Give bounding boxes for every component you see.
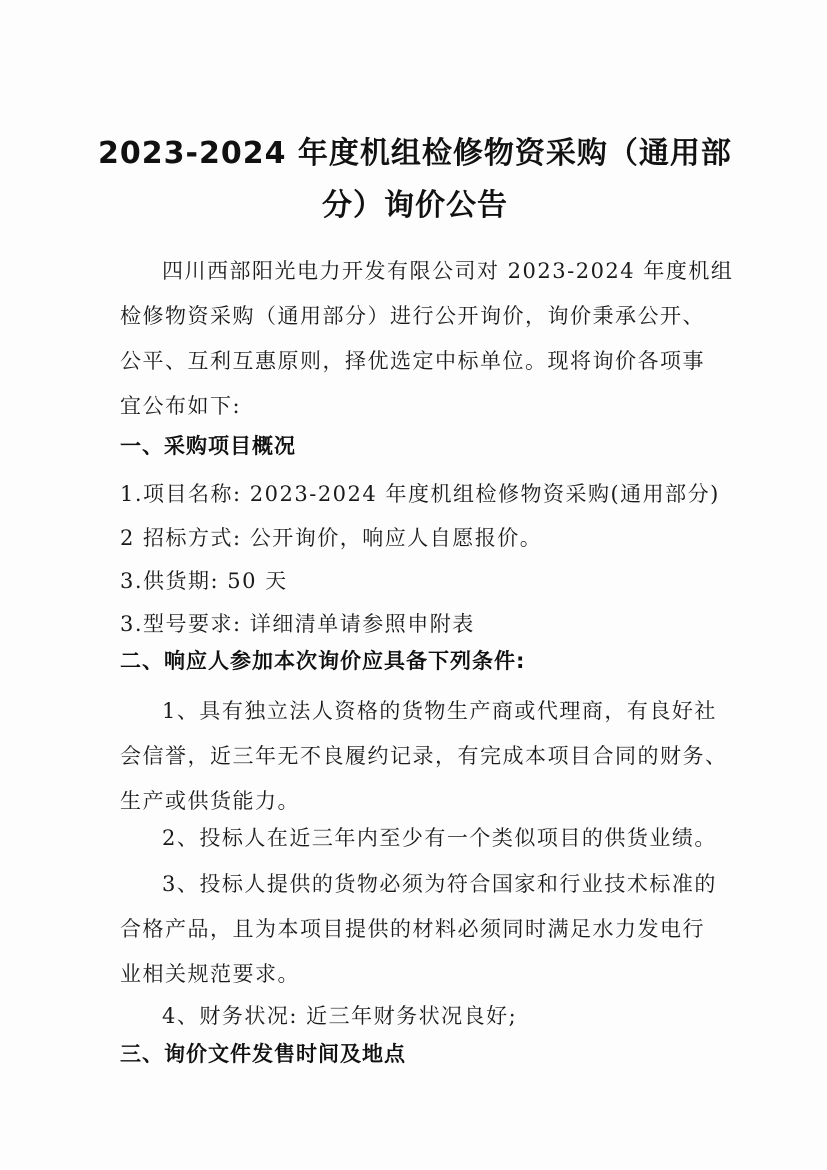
section-1-heading: 一、采购项目概况: [120, 434, 296, 458]
condition-3-line-2: 合格产品，且为本项目提供的材料必须同时满足水力发电行: [120, 917, 705, 941]
intro-line-2: 检修物资采购（通用部分）进行公开询价，询价秉承公开、: [120, 304, 705, 328]
condition-2: 2、投标人在近三年内至少有一个类似项目的供货业绩。: [162, 826, 717, 850]
section-2-heading: 二、响应人参加本次询价应具备下列条件:: [120, 649, 526, 673]
document-title-line-1: 2023-2024 年度机组检修物资采购（通用部: [98, 136, 732, 171]
condition-1-line-1: 1、具有独立法人资格的货物生产商或代理商，有良好社: [162, 699, 717, 723]
condition-3-line-3: 业相关规范要求。: [120, 962, 300, 986]
intro-line-1: 四川西部阳光电力开发有限公司对 2023-2024 年度机组: [162, 259, 734, 283]
intro-line-4: 宜公布如下:: [120, 394, 242, 418]
intro-line-3: 公平、互利互惠原则，择优选定中标单位。现将询价各项事: [120, 349, 705, 373]
section-1-item-4: 3.型号要求: 详细清单请参照申附表: [120, 612, 475, 636]
section-1-item-1: 1.项目名称: 2023-2024 年度机组检修物资采购(通用部分): [120, 482, 720, 506]
document-title-line-2: 分）询价公告: [322, 188, 508, 223]
section-3-heading: 三、询价文件发售时间及地点: [120, 1042, 406, 1066]
condition-1-line-2: 会信誉，近三年无不良履约记录，有完成本项目合同的财务、: [120, 744, 728, 768]
section-1-item-3: 3.供货期: 50 天: [120, 569, 288, 593]
section-1-item-2: 2 招标方式: 公开询价，响应人自愿报价。: [120, 526, 543, 550]
condition-3-line-1: 3、投标人提供的货物必须为符合国家和行业技术标准的: [162, 872, 717, 896]
condition-4: 4、财务状况: 近三年财务状况良好;: [162, 1004, 518, 1028]
condition-1-line-3: 生产或供货能力。: [120, 789, 300, 813]
